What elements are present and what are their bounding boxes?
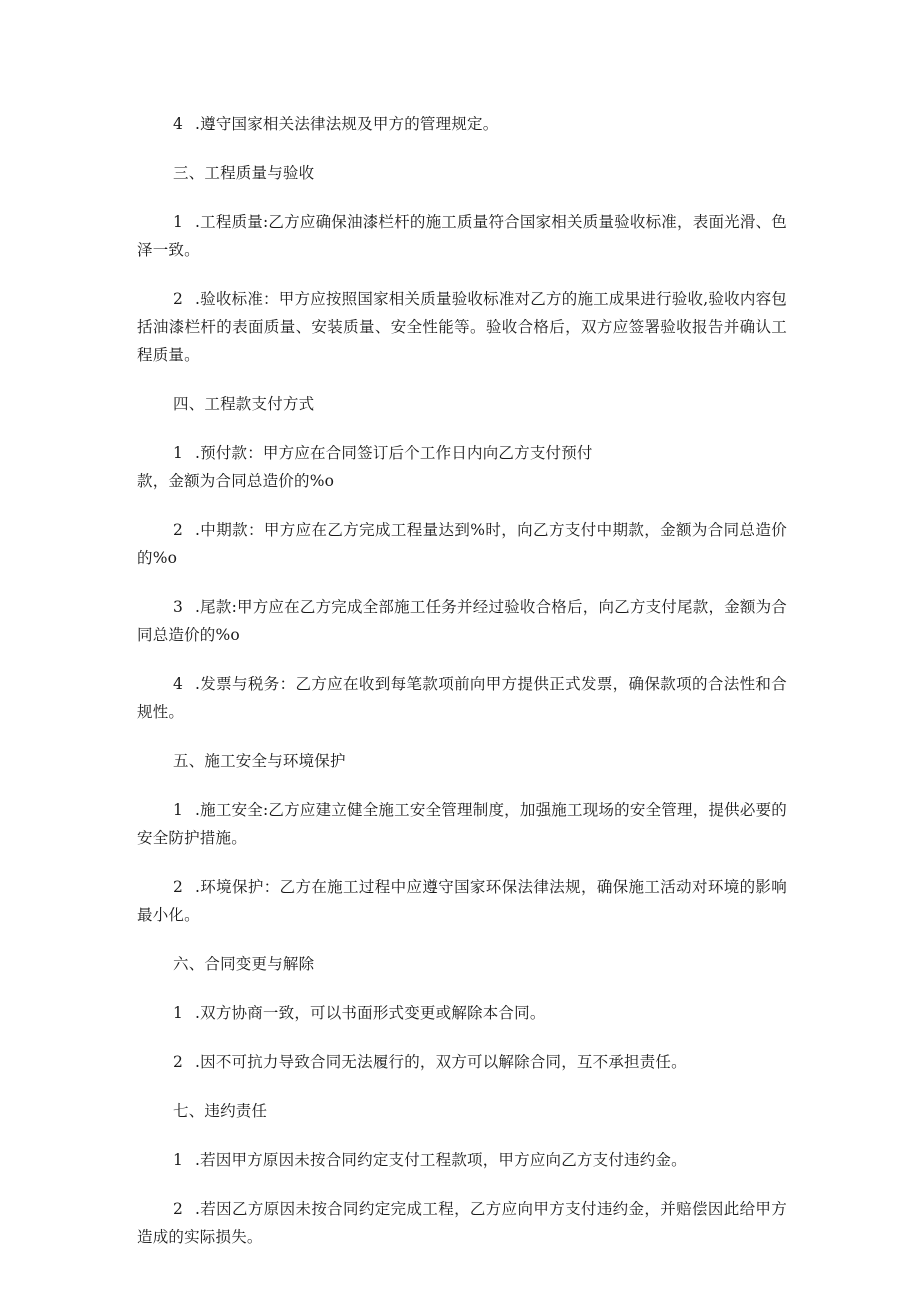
clause-number: 2 — [173, 878, 184, 896]
clause-number: 4 — [173, 675, 184, 693]
clause-number: 1 — [173, 444, 184, 462]
clause-text: .发票与税务：乙方应在收到每笔款项前向甲方提供正式发票，确保款项的合法性和合规性。 — [137, 675, 787, 721]
clause-4-2 — [137, 516, 787, 572]
clause-text: .验收标准：甲方应按照国家相关质量验收标准对乙方的施工成果进行验收,验收内容包括油漆栏杆的表面质量、安装质量、安全性能等。验收合格后，双方应签署验收报告并确认工程质量。 — [137, 290, 787, 364]
clause-number: 3 — [173, 598, 184, 616]
clause-number: 1 — [173, 1004, 184, 1022]
clause-text: .预付款：甲方应在合同签订后个工作日内向乙方支付预付 — [195, 444, 593, 462]
clause-number: 2 — [173, 521, 184, 539]
clause-4-1 — [137, 439, 787, 495]
clause-5-2 — [137, 873, 787, 929]
clause-number: 1 — [173, 213, 184, 231]
clause-2-4 — [137, 110, 787, 138]
clause-text: .遵守国家相关法律法规及甲方的管理规定。 — [195, 115, 499, 133]
clause-text: .中期款：甲方应在乙方完成工程量达到%时，向乙方支付中期款，金额为合同总造价的%o — [137, 521, 787, 567]
clause-6-1 — [137, 999, 787, 1027]
clause-text: .尾款:甲方应在乙方完成全部施工任务并经过验收合格后，向乙方支付尾款，金额为合同总造价的%o — [137, 598, 787, 644]
section-heading-6: 六、合同变更与解除 — [173, 955, 315, 973]
clause-7-2 — [137, 1195, 787, 1251]
clause-number: 4 — [173, 115, 184, 133]
clause-text: .工程质量:乙方应确保油漆栏杆的施工质量符合国家相关质量验收标准，表面光滑、色泽一致。 — [137, 213, 787, 259]
clause-text: .环境保护：乙方在施工过程中应遵守国家环保法律法规，确保施工活动对环境的影响最小化。 — [137, 878, 787, 924]
clause-4-4 — [137, 670, 787, 726]
clause-text: .施工安全:乙方应建立健全施工安全管理制度，加强施工现场的安全管理，提供必要的安全防护措施。 — [137, 801, 787, 847]
clause-3-2 — [137, 285, 787, 369]
clause-text-continued: 款，金额为合同总造价的%o — [137, 472, 335, 490]
clause-5-1 — [137, 796, 787, 852]
clause-3-1 — [137, 208, 787, 264]
clause-6-2 — [137, 1048, 787, 1076]
section-heading-5: 五、施工安全与环境保护 — [173, 752, 346, 770]
clause-number: 1 — [173, 1151, 184, 1169]
clause-text: .因不可抗力导致合同无法履行的，双方可以解除合同，互不承担责任。 — [195, 1053, 687, 1071]
clause-number: 1 — [173, 801, 184, 819]
section-heading-7: 七、违约责任 — [173, 1102, 268, 1120]
clause-number: 2 — [173, 290, 184, 308]
clause-7-1 — [137, 1146, 787, 1174]
section-heading-3: 三、工程质量与验收 — [173, 164, 315, 182]
clause-4-3 — [137, 593, 787, 649]
clause-number: 2 — [173, 1053, 184, 1071]
clause-text: .若因甲方原因未按合同约定支付工程款项，甲方应向乙方支付违约金。 — [195, 1151, 687, 1169]
document-body — [137, 110, 787, 1272]
section-heading-4: 四、工程款支付方式 — [173, 395, 315, 413]
clause-number: 2 — [173, 1200, 184, 1218]
clause-text: .若因乙方原因未按合同约定完成工程，乙方应向甲方支付违约金，并赔偿因此给甲方造成的实际损失。 — [137, 1200, 787, 1246]
clause-text: .双方协商一致，可以书面形式变更或解除本合同。 — [195, 1004, 546, 1022]
